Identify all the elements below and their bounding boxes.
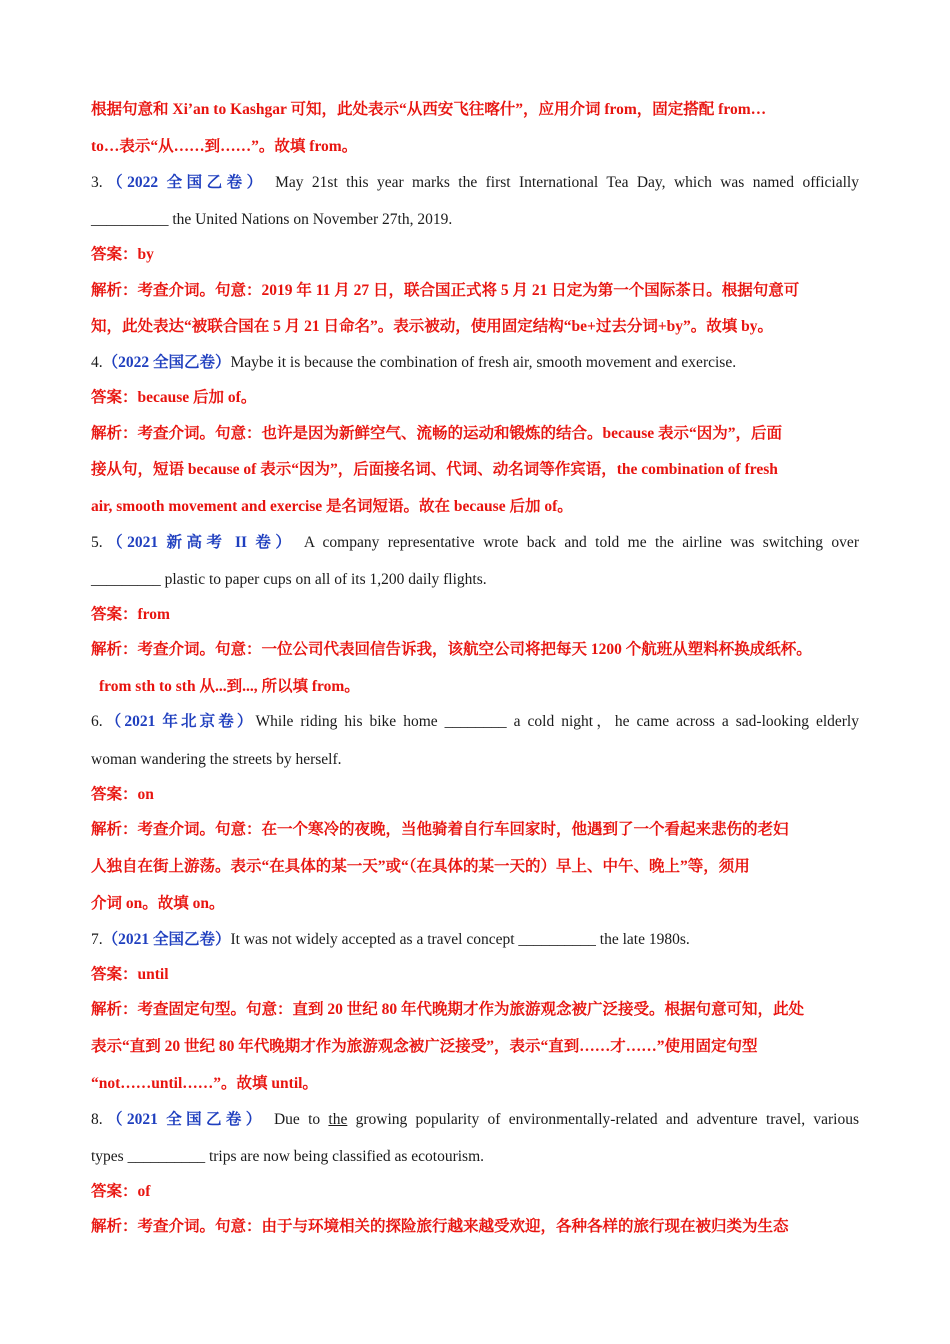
question-7 — [91, 930, 690, 950]
question-number: 4. — [91, 354, 103, 371]
question-source: （2021 全国乙卷） — [102, 1111, 266, 1128]
question-text: woman wandering the streets by herself. — [91, 751, 342, 768]
question-4 — [91, 353, 736, 373]
explanation-line: 根据句意和 Xi’an to Kashgar 可知，此处表示“从西安飞往喀什”，应用介词 from，固定搭配 from… — [91, 101, 767, 118]
question-source: （2021 新高考 II 卷） — [102, 534, 296, 551]
explanation-line: 知，此处表达“被联合国在 5 月 21 日命名”。表示被动，使用固定结构“be+过去分词+by”。故填 by。 — [91, 318, 774, 335]
question-text: While riding his bike home ________ a cold night，he came across a sad-looking elderly — [255, 713, 859, 730]
question-number: 8. — [91, 1111, 103, 1128]
explanation-line: to…表示“从……到……”。故填 from。 — [91, 138, 358, 155]
question-number: 5. — [91, 534, 103, 551]
question-source: （2022 全国乙卷） — [102, 174, 267, 191]
explanation-line: air, smooth movement and exercise 是名词短语。故在 because 后加 of。 — [91, 498, 573, 515]
question-text: It was not widely accepted as a travel concept __________ the late 1980s. — [230, 931, 690, 948]
explanation-line: 解析：考查固定句型。句意：直到 20 世纪 80 年代晚期才作为旅游观念被广泛接受。根据句意可知，此处 — [91, 1001, 805, 1018]
question-text: Maybe it is because the combination of fresh air, smooth movement and exercise. — [230, 354, 737, 371]
explanation-line: 解析：考查介词。句意：一位公司代表回信告诉我，该航空公司将把每天 1200 个航班从塑料杯换成纸杯。 — [91, 641, 812, 658]
question-3 — [91, 173, 859, 193]
explanation-line: 人独自在街上游荡。表示“在具体的某一天”或“（在具体的某一天的）早上、中午、晚上”等，须用 — [91, 858, 750, 875]
question-number: 7. — [91, 931, 103, 948]
explanation-line: 解析：考查介词。句意：在一个寒冷的夜晚，当他骑着自行车回家时，他遇到了一个看起来悲伤的老妇 — [91, 821, 789, 838]
question-text: A company representative wrote back and told me the airline was switching over — [303, 534, 859, 551]
question-text: May 21st this year marks the first International Tea Day, which was named officially — [275, 174, 859, 191]
question-6 — [91, 712, 859, 732]
question-text: Due to — [273, 1111, 321, 1128]
question-source: （2021 全国乙卷） — [102, 931, 231, 948]
question-text: __________ the United Nations on November 27th, 2019. — [91, 211, 453, 228]
explanation-line: “not……until……”。故填 until。 — [91, 1075, 318, 1092]
answer: 答案：until — [91, 966, 169, 983]
question-number: 6. — [91, 713, 103, 730]
question-8 — [91, 1110, 859, 1130]
question-number: 3. — [91, 174, 103, 191]
explanation-line: 接从句，短语 because of 表示“因为”，后面接名词、代词、动名词等作宾语，the combination of fresh — [91, 461, 778, 478]
explanation-line: 介词 on。故填 on。 — [91, 895, 225, 912]
answer: 答案：from — [91, 606, 170, 623]
explanation-line: from sth to sth 从...到..., 所以填 from。 — [99, 678, 360, 695]
question-source: （2021 年北京卷） — [102, 713, 256, 730]
question-text: _________ plastic to paper cups on all of its 1,200 daily flights. — [91, 571, 487, 588]
question-source: （2022 全国乙卷） — [102, 354, 231, 371]
explanation-line: 解析：考查介词。句意：也许是因为新鲜空气、流畅的运动和锻炼的结合。because 表示“因为”，后面 — [91, 425, 783, 442]
answer: 答案：of — [91, 1183, 151, 1200]
answer: 答案：on — [91, 786, 154, 803]
explanation-line: 表示“直到 20 世纪 80 年代晚期才作为旅游观念被广泛接受”，表示“直到……才……”使用固定句型 — [91, 1038, 758, 1055]
answer: 答案：because 后加 of。 — [91, 389, 257, 406]
question-5 — [91, 533, 859, 553]
answer: 答案：by — [91, 246, 154, 263]
question-text: growing popularity of environmentally-related and adventure travel, various — [355, 1111, 860, 1128]
explanation-line: 解析：考查介词。句意：由于与环境相关的探险旅行越来越受欢迎，各种各样的旅行现在被归类为生态 — [91, 1218, 789, 1235]
underlined-word: the — [328, 1111, 348, 1128]
question-text: types __________ trips are now being classified as ecotourism. — [91, 1148, 485, 1165]
explanation-line: 解析：考查介词。句意：2019 年 11 月 27 日，联合国正式将 5 月 21 日定为第一个国际茶日。根据句意可 — [91, 282, 800, 299]
